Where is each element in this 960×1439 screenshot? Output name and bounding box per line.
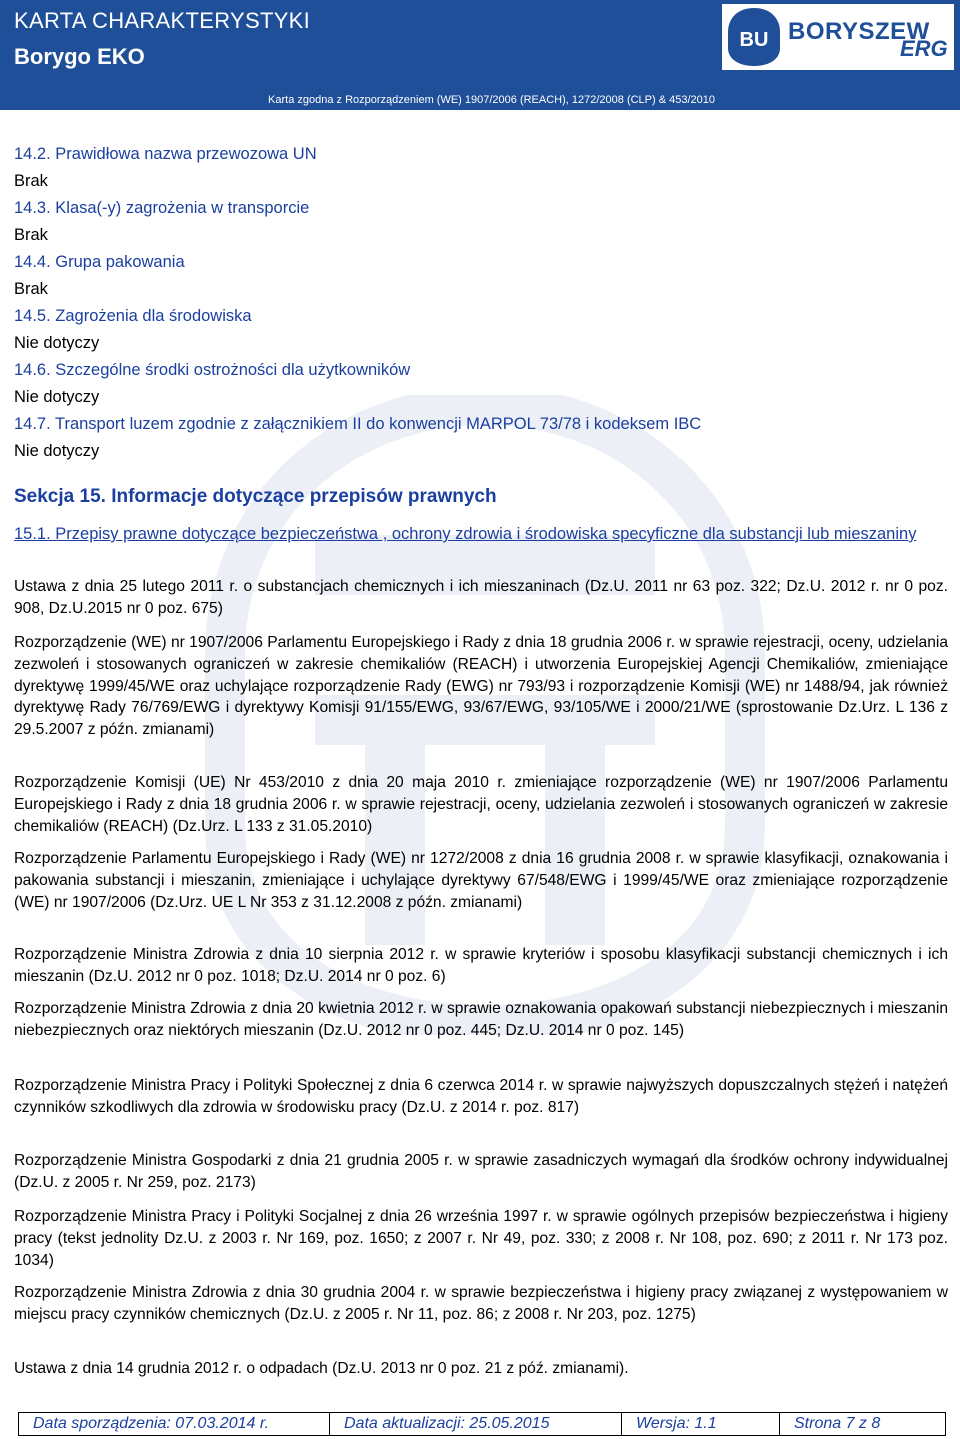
- regulation-paragraph: Ustawa z dnia 25 lutego 2011 r. o substancjach chemicznych i ich mieszaninach (Dz.U. 2011 nr 63 poz. 322; Dz.U. 2012 r. nr 0 poz. 908, Dz.U.2015 nr 0 poz. 675): [14, 578, 948, 617]
- date-prepared: Data sporządzenia: 07.03.2014 r.: [19, 1413, 330, 1435]
- transport-heading: 14.5. Zagrożenia dla środowiska: [14, 307, 252, 325]
- subsection-heading: 15.1. Przepisy prawne dotyczące bezpieczeństwa , ochrony zdrowia i środowiska specyficzne dla substancji lub mieszaniny: [14, 525, 917, 543]
- regulation-paragraph: Rozporządzenie Ministra Pracy i Polityki Socjalnej z dnia 26 września 1997 r. w sprawie ogólnych przepisów bezpieczeństwa i higieny pracy (tekst jednolity Dz.U. z 2003 r. Nr 169, poz. 1650; z 2007 r. Nr 49, poz. 330; z 2008 r. Nr 108, poz. 690; z 2011 r. Nr 173 poz. 1034): [14, 1208, 948, 1269]
- shield-emblem-icon: [726, 6, 782, 68]
- transport-heading: 14.3. Klasa(-y) zagrożenia w transporcie: [14, 199, 310, 217]
- transport-value: Brak: [14, 172, 48, 190]
- transport-heading: 14.4. Grupa pakowania: [14, 253, 185, 271]
- regulation-paragraph: Rozporządzenie Ministra Pracy i Polityki Społecznej z dnia 6 czerwca 2014 r. w sprawie najwyższych dopuszczalnych stężeń i natężeń czynników szkodliwych dla zdrowia w środowisku pracy (Dz.U. z 2014 r. poz. 817): [14, 1077, 948, 1116]
- transport-value: Nie dotyczy: [14, 388, 100, 406]
- compliance-note: Karta zgodna z Rozporządzeniem (WE) 1907/2006 (REACH), 1272/2008 (CLP) & 453/2010: [268, 94, 715, 106]
- logo-suffix: ERG: [900, 36, 948, 61]
- transport-heading: 14.7. Transport luzem zgodnie z załącznikiem II do konwencji MARPOL 73/78 i kodeksem IBC: [14, 415, 702, 433]
- product-name: Borygo EKO: [14, 44, 145, 69]
- regulation-paragraph: Rozporządzenie Ministra Zdrowia z dnia 20 kwietnia 2012 r. w sprawie oznakowania opakowań substancji niebezpiecznych i mieszanin niebezpiecznych oraz niektórych mieszanin (Dz.U. 2012 nr 0 poz. 445; Dz.U. 2014 nr 0 poz. 145): [14, 1000, 948, 1039]
- section-title: Sekcja 15. Informacje dotyczące przepisów prawnych: [14, 486, 497, 507]
- regulation-paragraph: Ustawa z dnia 14 grudnia 2012 r. o odpadach (Dz.U. 2013 nr 0 poz. 21 z póź. zmianami).: [14, 1360, 629, 1377]
- regulation-paragraph: Rozporządzenie Ministra Gospodarki z dnia 21 grudnia 2005 r. w sprawie zasadniczych wymagań dla środków ochrony indywidualnej (Dz.U. z 2005 r. Nr 259, poz. 2173): [14, 1152, 948, 1191]
- transport-value: Nie dotyczy: [14, 334, 100, 352]
- regulation-paragraph: Rozporządzenie Komisji (UE) Nr 453/2010 z dnia 20 maja 2010 r. zmieniające rozporządzenie (WE) nr 1907/2006 Parlamentu Europejskiego i Rady z dnia 18 grudnia 2006 r. w sprawie rejestracji, oceny, udzielania zezwoleń i stosowanych ograniczeń w zakresie chemikaliów (REACH) (Dz.Urz. L 133 z 31.05.2010): [14, 774, 948, 835]
- regulation-paragraph: Rozporządzenie (WE) nr 1907/2006 Parlamentu Europejskiego i Rady z dnia 18 grudnia 2006 r. w sprawie rejestracji, oceny, udzielania zezwoleń i stosowanych ograniczeń w zakresie chemikaliów (REACH) i utworzenia Europejskiej Agencji Chemikaliów, zmieniające dyrektywę 1999/45/WE oraz uchylające rozporządzenie Rady (EWG) nr 793/93 i rozporządzenie Komisji (WE) nr 1488/94, jak również dyrektywę Rady 76/769/EWG i dyrektywy Komisji 91/155/EWG, 93/67/EWG, 93/105/WE i 2000/21/WE (sprostowanie Dz.Urz. L 136 z 29.5.2007 z późn. zmianami): [14, 634, 948, 739]
- regulation-paragraph: Rozporządzenie Ministra Zdrowia z dnia 30 grudnia 2004 r. w sprawie bezpieczeństwa i higieny pracy związanej z występowaniem w miejscu pracy czynników chemicznych (Dz.U. z 2005 r. Nr 11, poz. 86; z 2008 r. Nr 203, poz. 1275): [14, 1284, 948, 1323]
- logo-wordmark: BORYSZEW: [788, 18, 930, 45]
- version: Wersja: 1.1: [622, 1413, 780, 1435]
- transport-value: Brak: [14, 226, 48, 244]
- page-number: Strona 7 z 8: [794, 1415, 881, 1432]
- document-title: KARTA CHARAKTERYSTYKI: [14, 8, 311, 33]
- date-updated: Data aktualizacji: 25.05.2015: [330, 1413, 622, 1435]
- regulation-paragraph: Rozporządzenie Parlamentu Europejskiego i Rady (WE) nr 1272/2008 z dnia 16 grudnia 2008 r. w sprawie klasyfikacji, oznakowania i pakowania substancji i mieszanin, zmieniające i uchylające dyrektywy 67/548/EWG i 1999/45/WE oraz zmieniające rozporządzenie (WE) nr 1907/2006 (Dz.Urz. UE L Nr 353 z 31.12.2008 z późn. zmianami): [14, 850, 948, 911]
- transport-heading: 14.2. Prawidłowa nazwa przewozowa UN: [14, 145, 317, 163]
- transport-value: Nie dotyczy: [14, 442, 100, 460]
- transport-value: Brak: [14, 280, 48, 298]
- transport-heading: 14.6. Szczególne środki ostrożności dla użytkowników: [14, 361, 411, 379]
- company-logo: [722, 4, 954, 70]
- page-footer: [18, 1412, 946, 1436]
- emblem-letters: BU: [739, 29, 769, 51]
- page-header: [0, 0, 960, 110]
- regulation-paragraph: Rozporządzenie Ministra Zdrowia z dnia 10 sierpnia 2012 r. w sprawie kryteriów i sposobu klasyfikacji substancji chemicznych i ich mieszanin (Dz.U. 2012 nr 0 poz. 1018; Dz.U. 2014 nr 0 poz. 6): [14, 946, 948, 985]
